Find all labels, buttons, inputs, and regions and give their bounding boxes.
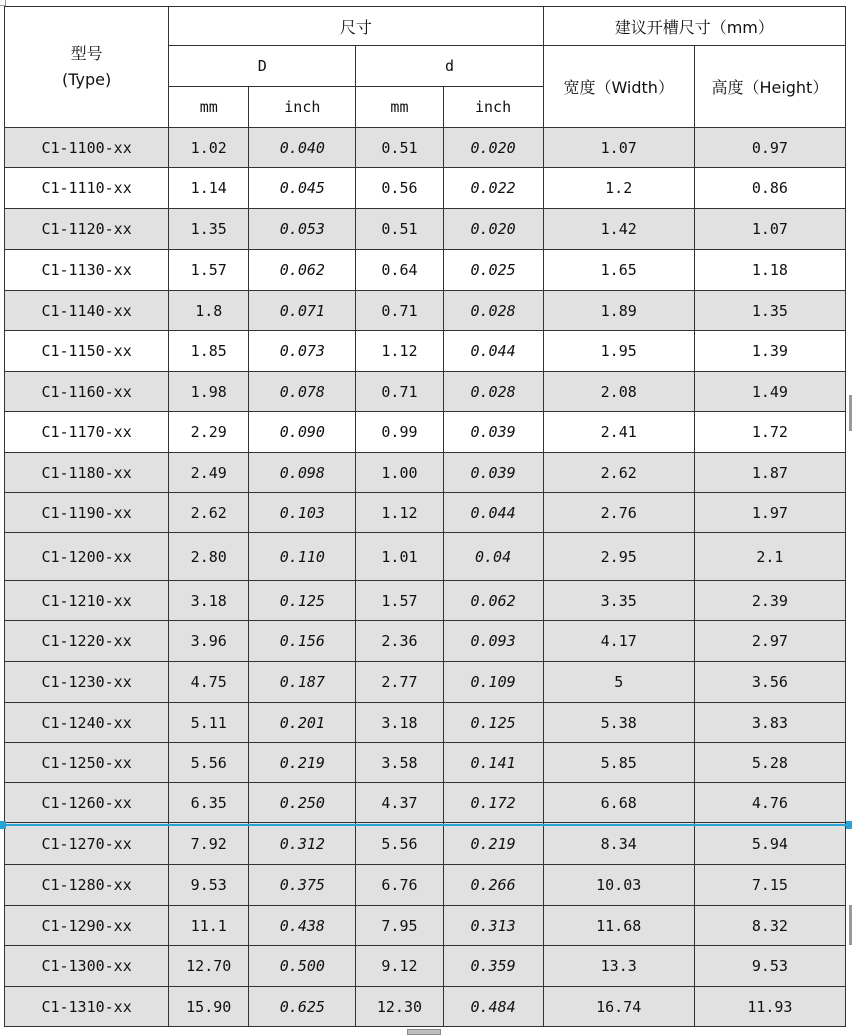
table-row	[5, 209, 846, 250]
inner-mm-cell: 3.58	[356, 743, 443, 783]
spec-table	[4, 6, 846, 1027]
slot-width-cell: 16.74	[543, 987, 694, 1027]
outer-mm-cell: 2.29	[169, 412, 249, 453]
inner-mm-cell: 12.30	[356, 987, 443, 1027]
table-row	[5, 291, 846, 331]
outer-inch-cell: 0.250	[249, 783, 356, 823]
inner-inch-cell: 0.125	[443, 703, 543, 743]
outer-mm-cell: 15.90	[169, 987, 249, 1027]
type-header: 型号	[70, 44, 103, 63]
slot-width-cell: 10.03	[543, 865, 694, 906]
table-row	[5, 250, 846, 291]
outer-inch-cell: 0.625	[249, 987, 356, 1027]
inner-mm-cell: 0.51	[356, 209, 443, 250]
outer-inch-cell: 0.103	[249, 493, 356, 533]
inner-mm-cell: 1.12	[356, 331, 443, 372]
outer-inch-cell: 0.090	[249, 412, 356, 453]
slot-width-cell: 5.38	[543, 703, 694, 743]
slot-width-cell: 5	[543, 662, 694, 703]
slot-height-cell: 1.87	[694, 453, 845, 493]
slot-height-cell: 9.53	[694, 946, 845, 987]
inner-mm-cell: 1.00	[356, 453, 443, 493]
inner-diameter-header: d	[356, 46, 543, 87]
type-cell: C1-1180-xx	[5, 453, 169, 493]
outer-mm-cell: 7.92	[169, 823, 249, 865]
inner-mm-cell: 3.18	[356, 703, 443, 743]
inner-inch-header: inch	[443, 87, 543, 128]
outer-mm-header: mm	[169, 87, 249, 128]
slot-width-cell: 1.2	[543, 168, 694, 209]
slot-width-header: 宽度（Width）	[543, 46, 694, 128]
outer-inch-cell: 0.219	[249, 743, 356, 783]
outer-inch-cell: 0.156	[249, 621, 356, 662]
outer-inch-cell: 0.053	[249, 209, 356, 250]
outer-mm-cell: 5.11	[169, 703, 249, 743]
type-cell: C1-1260-xx	[5, 783, 169, 823]
inner-inch-cell: 0.044	[443, 331, 543, 372]
slot-height-header: 高度（Height）	[694, 46, 845, 128]
inner-inch-cell: 0.062	[443, 581, 543, 621]
inner-inch-cell: 0.172	[443, 783, 543, 823]
inner-mm-cell: 0.56	[356, 168, 443, 209]
slot-height-cell: 1.49	[694, 372, 845, 412]
slot-height-cell: 1.39	[694, 331, 845, 372]
outer-mm-cell: 1.35	[169, 209, 249, 250]
slot-height-cell: 5.28	[694, 743, 845, 783]
type-cell: C1-1170-xx	[5, 412, 169, 453]
slot-width-cell: 1.95	[543, 331, 694, 372]
outer-mm-cell: 2.49	[169, 453, 249, 493]
type-cell: C1-1120-xx	[5, 209, 169, 250]
type-cell: C1-1290-xx	[5, 906, 169, 946]
selection-handle-right[interactable]	[846, 821, 852, 829]
table-row	[5, 581, 846, 621]
inner-mm-cell: 1.12	[356, 493, 443, 533]
outer-inch-cell: 0.125	[249, 581, 356, 621]
inner-inch-cell: 0.313	[443, 906, 543, 946]
table-row	[5, 533, 846, 581]
header-row-1	[5, 7, 846, 46]
outer-inch-header: inch	[249, 87, 356, 128]
inner-mm-cell: 1.01	[356, 533, 443, 581]
outer-mm-cell: 12.70	[169, 946, 249, 987]
inner-inch-cell: 0.04	[443, 533, 543, 581]
table-row	[5, 128, 846, 168]
type-cell: C1-1240-xx	[5, 703, 169, 743]
inner-inch-cell: 0.020	[443, 209, 543, 250]
outer-mm-cell: 1.85	[169, 331, 249, 372]
table-row	[5, 703, 846, 743]
inner-inch-cell: 0.359	[443, 946, 543, 987]
type-cell: C1-1200-xx	[5, 533, 169, 581]
inner-mm-cell: 2.36	[356, 621, 443, 662]
type-cell: C1-1190-xx	[5, 493, 169, 533]
slot-height-cell: 1.35	[694, 291, 845, 331]
slot-width-cell: 13.3	[543, 946, 694, 987]
slot-width-cell: 2.76	[543, 493, 694, 533]
outer-inch-cell: 0.500	[249, 946, 356, 987]
slot-height-cell: 8.32	[694, 906, 845, 946]
outer-inch-cell: 0.201	[249, 703, 356, 743]
type-cell: C1-1220-xx	[5, 621, 169, 662]
table-row	[5, 865, 846, 906]
slot-width-cell: 6.68	[543, 783, 694, 823]
inner-mm-cell: 7.95	[356, 906, 443, 946]
table-row	[5, 783, 846, 823]
inner-inch-cell: 0.093	[443, 621, 543, 662]
slot-height-cell: 1.72	[694, 412, 845, 453]
slot-height-cell: 0.97	[694, 128, 845, 168]
slot-width-cell: 2.95	[543, 533, 694, 581]
inner-mm-cell: 0.71	[356, 372, 443, 412]
inner-mm-cell: 4.37	[356, 783, 443, 823]
inner-inch-cell: 0.028	[443, 291, 543, 331]
type-cell: C1-1100-xx	[5, 128, 169, 168]
selection-handle-left[interactable]	[0, 821, 6, 829]
slot-height-cell: 1.07	[694, 209, 845, 250]
outer-inch-cell: 0.071	[249, 291, 356, 331]
slot-height-cell: 2.97	[694, 621, 845, 662]
outer-inch-cell: 0.312	[249, 823, 356, 865]
slot-height-cell: 0.86	[694, 168, 845, 209]
inner-inch-cell: 0.020	[443, 128, 543, 168]
slot-size-header: 建议开槽尺寸（mm）	[543, 7, 845, 46]
type-header-cell	[5, 7, 169, 128]
inner-inch-cell: 0.044	[443, 493, 543, 533]
outer-inch-cell: 0.062	[249, 250, 356, 291]
table-row	[5, 823, 846, 865]
outer-inch-cell: 0.110	[249, 533, 356, 581]
outer-mm-cell: 1.02	[169, 128, 249, 168]
outer-mm-cell: 1.57	[169, 250, 249, 291]
inner-mm-cell: 0.99	[356, 412, 443, 453]
outer-mm-cell: 3.18	[169, 581, 249, 621]
slot-width-cell: 4.17	[543, 621, 694, 662]
inner-mm-cell: 9.12	[356, 946, 443, 987]
inner-mm-cell: 6.76	[356, 865, 443, 906]
outer-inch-cell: 0.073	[249, 331, 356, 372]
inner-inch-cell: 0.484	[443, 987, 543, 1027]
table-row	[5, 412, 846, 453]
outer-inch-cell: 0.045	[249, 168, 356, 209]
slot-width-cell: 2.41	[543, 412, 694, 453]
row-selection-line[interactable]	[0, 824, 852, 826]
outer-inch-cell: 0.438	[249, 906, 356, 946]
type-cell: C1-1300-xx	[5, 946, 169, 987]
type-cell: C1-1280-xx	[5, 865, 169, 906]
type-cell: C1-1310-xx	[5, 987, 169, 1027]
inner-inch-cell: 0.109	[443, 662, 543, 703]
outer-mm-cell: 5.56	[169, 743, 249, 783]
inner-inch-cell: 0.022	[443, 168, 543, 209]
outer-inch-cell: 0.040	[249, 128, 356, 168]
size-header: 尺寸	[169, 7, 543, 46]
outer-inch-cell: 0.098	[249, 453, 356, 493]
inner-mm-cell: 0.71	[356, 291, 443, 331]
outer-inch-cell: 0.375	[249, 865, 356, 906]
type-cell: C1-1110-xx	[5, 168, 169, 209]
slot-width-cell: 1.07	[543, 128, 694, 168]
table-row	[5, 946, 846, 987]
table-row	[5, 662, 846, 703]
inner-mm-cell: 2.77	[356, 662, 443, 703]
table-row	[5, 621, 846, 662]
outer-mm-cell: 4.75	[169, 662, 249, 703]
type-cell: C1-1250-xx	[5, 743, 169, 783]
slot-width-cell: 1.42	[543, 209, 694, 250]
slot-width-cell: 1.89	[543, 291, 694, 331]
inner-mm-header: mm	[356, 87, 443, 128]
table-row	[5, 743, 846, 783]
inner-inch-cell: 0.219	[443, 823, 543, 865]
outer-mm-cell: 1.8	[169, 291, 249, 331]
table-row	[5, 493, 846, 533]
type-cell: C1-1210-xx	[5, 581, 169, 621]
slot-height-cell: 1.97	[694, 493, 845, 533]
outer-mm-cell: 2.80	[169, 533, 249, 581]
inner-mm-cell: 0.51	[356, 128, 443, 168]
slot-width-cell: 1.65	[543, 250, 694, 291]
slot-height-cell: 5.94	[694, 823, 845, 865]
slot-width-cell: 8.34	[543, 823, 694, 865]
inner-inch-cell: 0.025	[443, 250, 543, 291]
outer-mm-cell: 1.98	[169, 372, 249, 412]
type-cell: C1-1230-xx	[5, 662, 169, 703]
slot-width-cell: 11.68	[543, 906, 694, 946]
table-body	[5, 128, 846, 1027]
slot-width-cell: 2.08	[543, 372, 694, 412]
slot-height-cell: 4.76	[694, 783, 845, 823]
type-cell: C1-1270-xx	[5, 823, 169, 865]
table-row	[5, 453, 846, 493]
outer-mm-cell: 1.14	[169, 168, 249, 209]
inner-inch-cell: 0.141	[443, 743, 543, 783]
outer-mm-cell: 2.62	[169, 493, 249, 533]
type-cell: C1-1130-xx	[5, 250, 169, 291]
table-row	[5, 168, 846, 209]
slot-width-cell: 2.62	[543, 453, 694, 493]
outer-inch-cell: 0.187	[249, 662, 356, 703]
slot-width-cell: 3.35	[543, 581, 694, 621]
resize-handle[interactable]	[407, 1029, 441, 1035]
inner-inch-cell: 0.266	[443, 865, 543, 906]
inner-mm-cell: 0.64	[356, 250, 443, 291]
slot-height-cell: 1.18	[694, 250, 845, 291]
outer-mm-cell: 9.53	[169, 865, 249, 906]
inner-inch-cell: 0.028	[443, 372, 543, 412]
outer-diameter-header: D	[169, 46, 356, 87]
slot-width-cell: 5.85	[543, 743, 694, 783]
table-row	[5, 331, 846, 372]
inner-inch-cell: 0.039	[443, 453, 543, 493]
inner-mm-cell: 1.57	[356, 581, 443, 621]
outer-mm-cell: 6.35	[169, 783, 249, 823]
slot-height-cell: 3.56	[694, 662, 845, 703]
type-cell: C1-1160-xx	[5, 372, 169, 412]
table-row	[5, 372, 846, 412]
outer-mm-cell: 3.96	[169, 621, 249, 662]
slot-height-cell: 7.15	[694, 865, 845, 906]
table-row	[5, 906, 846, 946]
slot-height-cell: 11.93	[694, 987, 845, 1027]
slot-height-cell: 3.83	[694, 703, 845, 743]
type-header-en: (Type)	[61, 70, 112, 89]
table-row	[5, 987, 846, 1027]
table-header	[5, 7, 846, 128]
outer-mm-cell: 11.1	[169, 906, 249, 946]
type-cell: C1-1140-xx	[5, 291, 169, 331]
outer-inch-cell: 0.078	[249, 372, 356, 412]
inner-mm-cell: 5.56	[356, 823, 443, 865]
type-cell: C1-1150-xx	[5, 331, 169, 372]
slot-height-cell: 2.1	[694, 533, 845, 581]
slot-height-cell: 2.39	[694, 581, 845, 621]
inner-inch-cell: 0.039	[443, 412, 543, 453]
